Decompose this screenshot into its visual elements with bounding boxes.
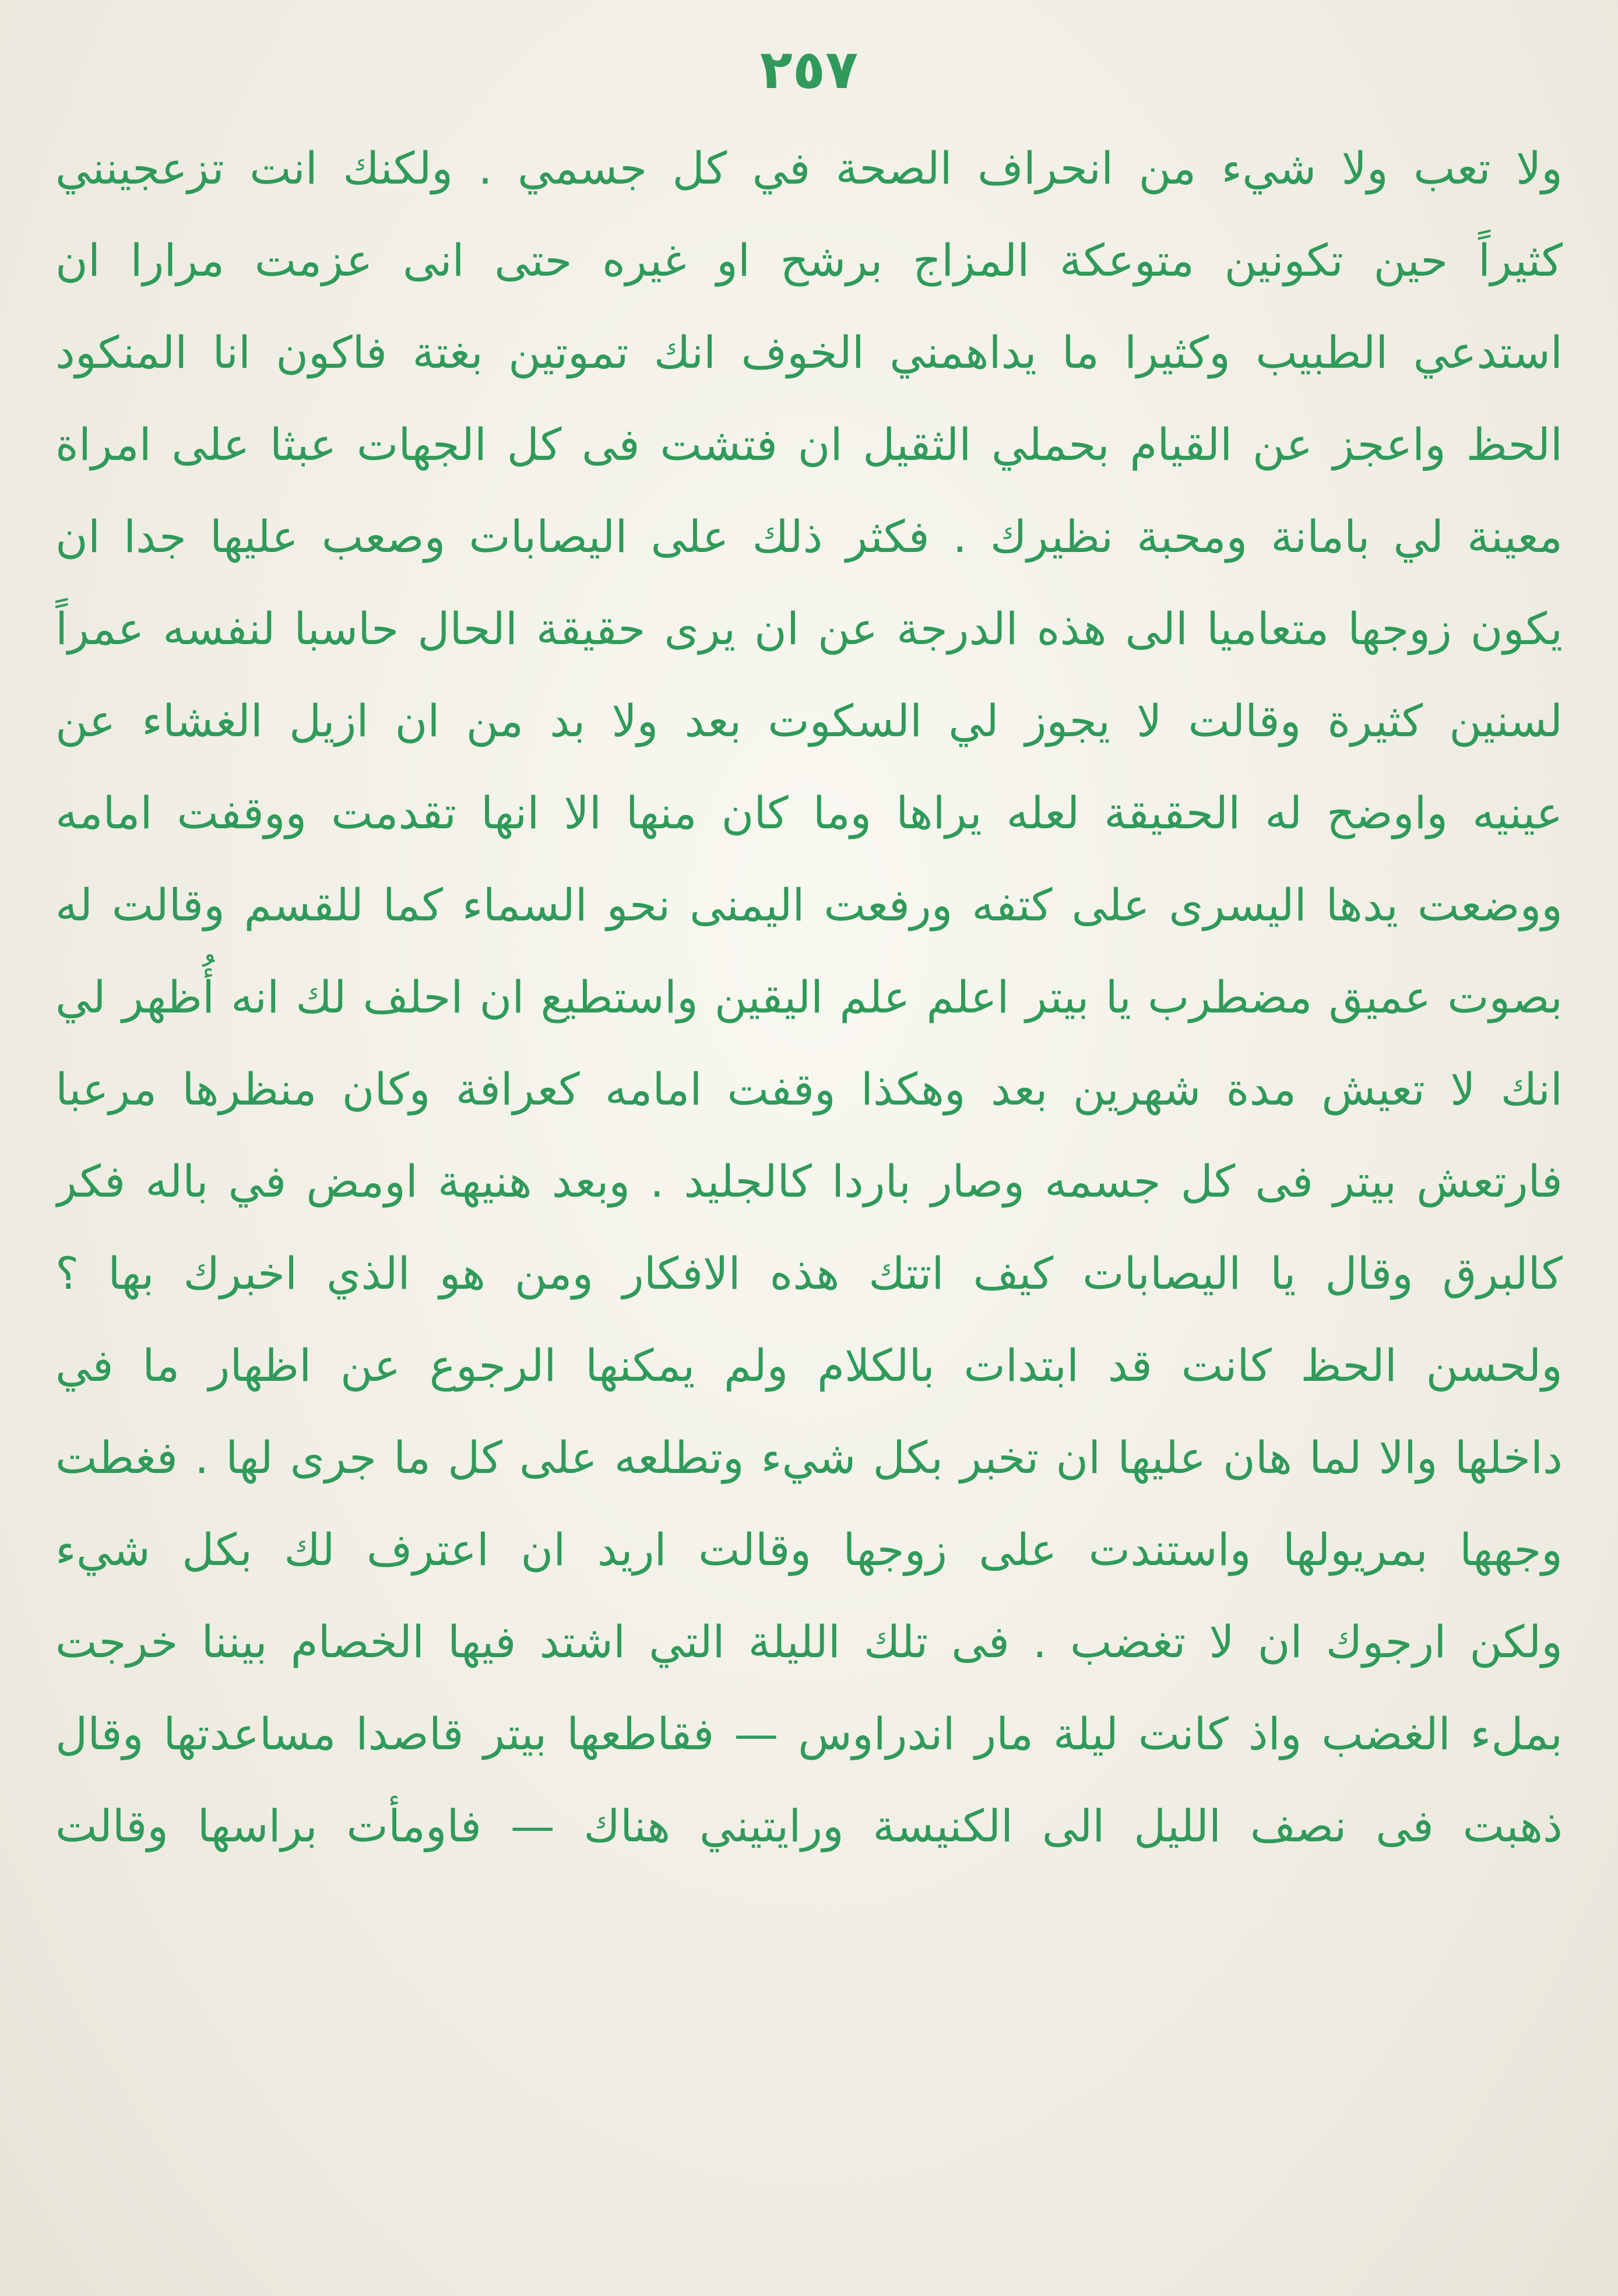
text-line-19: ذهبت فى نصف الليل الى الكنيسة ورايتيني هناك — فاومأت براسها وقالت [55, 1800, 1563, 1852]
text-line-5: معينة لي بامانة ومحبة نظيرك . فكثر ذلك على اليصابات وصعب عليها جدا ان [55, 511, 1563, 562]
text-line-18: بملء الغضب واذ كانت ليلة مار اندراوس — فقاطعها بيتر قاصدا مساعدتها وقال [55, 1708, 1563, 1760]
text-line-8: عينيه واوضح له الحقيقة لعله يراها وما كان منها الا انها تقدمت ووقفت امامه [55, 787, 1563, 839]
text-line-16: وجهها بمريولها واستندت على زوجها وقالت اريد ان اعترف لك بكل شيء [55, 1524, 1563, 1576]
page-number: ٢٥٧ [759, 38, 859, 101]
text-line-17: ولكن ارجوك ان لا تغضب . فى تلك الليلة التي اشتد فيها الخصام بيننا خرجت [55, 1616, 1563, 1668]
text-line-1: ولا تعب ولا شيء من انحراف الصحة في كل جسمي . ولكنك انت تزعجينني [55, 142, 1563, 194]
text-line-7: لسنين كثيرة وقالت لا يجوز لي السكوت بعد ولا بد من ان ازيل الغشاء عن [55, 695, 1563, 747]
text-line-3: استدعي الطبيب وكثيرا ما يداهمني الخوف انك تموتين بغتة فاكون انا المنكود [55, 326, 1563, 378]
text-line-11: انك لا تعيش مدة شهرين بعد وهكذا وقفت امامه كعرافة وكان منظرها مرعبا [55, 1063, 1563, 1115]
text-line-14: ولحسن الحظ كانت قد ابتدات بالكلام ولم يمكنها الرجوع عن اظهار ما في [55, 1339, 1563, 1391]
text-line-6: يكون زوجها متعاميا الى هذه الدرجة عن ان يرى حقيقة الحال حاسبا لنفسه عمراً [55, 603, 1563, 655]
text-line-13: كالبرق وقال يا اليصابات كيف اتتك هذه الافكار ومن هو الذي اخبرك بها ؟ [55, 1247, 1563, 1299]
text-line-12: فارتعش بيتر فى كل جسمه وصار باردا كالجليد . وبعد هنيهة اومض في باله فكر [55, 1155, 1563, 1207]
text-line-15: داخلها والا لما هان عليها ان تخبر بكل شيء وتطلعه على كل ما جرى لها . فغطت [55, 1432, 1563, 1483]
text-line-9: ووضعت يدها اليسرى على كتفه ورفعت اليمنى نحو السماء كما للقسم وقالت له [55, 879, 1563, 931]
text-line-2: كثيراً حين تكونين متوعكة المزاج برشح او غيره حتى انى عزمت مرارا ان [55, 234, 1563, 286]
text-line-4: الحظ واعجز عن القيام بحملي الثقيل ان فتشت فى كل الجهات عبثا على امراة [55, 419, 1563, 470]
body-text [55, 122, 1563, 1872]
text-line-10: بصوت عميق مضطرب يا بيتر اعلم علم اليقين واستطيع ان احلف لك انه أُظهر لي [55, 971, 1563, 1023]
